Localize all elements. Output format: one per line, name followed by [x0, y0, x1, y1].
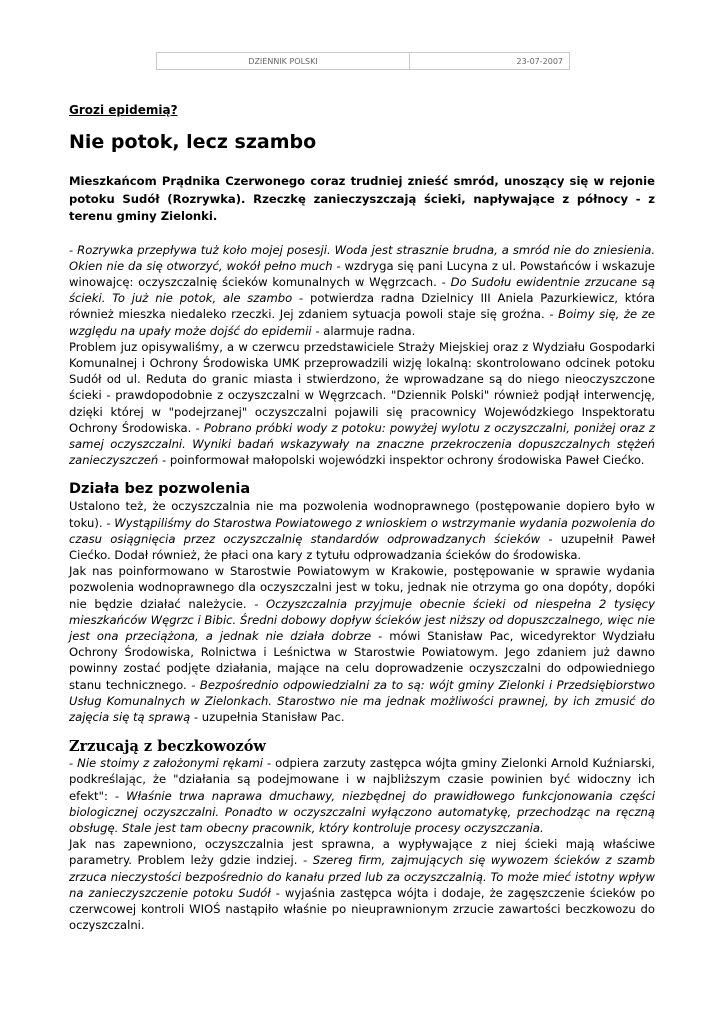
paragraph [69, 836, 655, 933]
body-text: - uzupełnia Stanisław Pac. [190, 709, 345, 724]
article-title: Nie potok, lecz szambo [69, 131, 317, 153]
body-text: Ustalono też, że oczyszczalnia nie ma pozwolenia wodnoprawnego (postępowanie dopiero było w toku). [69, 499, 655, 530]
body-text: - wyjaśnia zastępca wójta i dodaje, że zagęszczenie ścieków po czerwcowej kontroli WIOŚ nastąpiło właśnie po nieuprawnionym zrzucie zawartości beczkowozu do oczyszczalni. [69, 885, 655, 933]
paragraph [69, 498, 655, 563]
article-kicker[interactable]: Grozi epidemią? [69, 103, 178, 117]
quote-text: - Oczyszczalnia przyjmuje obecnie ścieki od niespełna 2 tysięcy mieszkańców Węgrzc i Bibic. Średni dobowy dopływ ścieków jest niższy od dopuszczalnego, więc nie jest ona przeciążona, a jednak nie działa dobrze [69, 596, 655, 643]
body-text: - potwierdza radna Dzielnicy III Aniela Pazurkiewicz, która również mieszka niedaleko rzeczki. Jej zdaniem sytuacja powoli staje się groźna. [69, 291, 655, 322]
quote-text: - Wystąpiliśmy do Starostwa Powiatowego z wnioskiem o wstrzymanie wydania pozwolenia do czasu osiągnięcia przez oczyszczalnię standardów odprowadzanych ścieków [69, 515, 655, 546]
paragraph [69, 339, 655, 469]
article [69, 102, 655, 933]
section-heading: Działa bez pozwolenia [69, 481, 251, 498]
quote-text: - Nie stoimy z założonymi rękami [69, 756, 263, 771]
article-lead: Mieszkańcom Prądnika Czerwonego coraz trudniej znieść smród, unoszący się w rejonie potoku Sudół (Rozrywka). Rzeczkę zanieczyszczają ścieki, napływające z północy - z terenu gminy Zielonki. [69, 174, 655, 223]
quote-text: - Bezpośrednio odpowiedzialni za to są: wójt gminy Zielonki i Przedsiębiorstwo Usług Komunalnych w Zielonkach. Starostwo nie ma jednak możliwości prawnej, by ich zmusić do zajęcia się tą sprawą [69, 677, 655, 724]
body-text: Jak nas poinformowano w Starostwie Powiatowym w Krakowie, postępowanie w sprawie wydania pozwolenia wodnoprawnego dla oczyszczalni jest w toku, jednak nie otrzyma go ona dopóty, dopóki nie będzie działać należycie. [69, 564, 655, 611]
body-text: - uzupełnił Paweł Ciećko. Dodał również, że płaci ona kary z tytułu odprowadzania ścieków do środowiska. [69, 531, 655, 562]
publication-date: 23-07-2007 [516, 56, 563, 66]
header-table [156, 52, 570, 70]
body-text: - poinformował małopolski wojewódzki inspektor ochrony środowiska Paweł Ciećko. [158, 453, 645, 468]
paragraph [69, 242, 655, 339]
quote-text: - Szereg firm, zajmujących się wywozem ścieków z szamb zrzuca nieczystości bezpośrednio do kanału przed lub za oczyszczalnią. To może mieć istotny wpływ na zanieczyszczenie potoku Sudół [69, 853, 655, 900]
paragraph [69, 563, 655, 725]
body-text: Problem juz opisywaliśmy, a w czerwcu przedstawiciele Straży Miejskiej oraz z Wydziału Gospodarki Komunalnej i Ochrony Środowiska UMK przeprowadzili wizję lokalną: skontrolowano odcinek potoku Sudół od ul. Reduta do granic miasta i stwierdzono, że wprowadzane są do niego nieoczyszczone ścieki - prawdopodobnie z oczyszczalni w Węgrzcach. "Dziennik Polski" również podjął interwencję, dzięki której w "podejrzanej" oczyszczalni pojawili się pracownicy Wojewódzkiego Inspektoratu Ochrony Środowiska. [69, 339, 655, 435]
body-text: - odpiera zarzuty zastępca wójta gminy Zielonki Arnold Kuźniarski, podkreślając, że "działania są podejmowane i w najbliższym czasie powinien być widoczny ich efekt": [69, 756, 655, 803]
quote-text: - Do Sudołu ewidentnie zrzucane są ścieki. To już nie potok, ale szambo [69, 274, 655, 306]
body-text: - mówi Stanisław Pac, wicedyrektor Wydziału Ochrony Środowiska, Rolnictwa i Leśnictwa w Starostwie Powiatowym. Jego zdaniem już dawno powinny zostać podjęte działania, mające na celu doprowadzenie oczyszczalni do odpowiedniego stanu technicznego. [69, 628, 655, 692]
body-text: - alarmuje radna. [311, 323, 416, 338]
quote-text: - Właśnie trwa naprawa dmuchawy, niezbędnej do prawidłowego funkcjonowania części biologicznej oczyszczalni. Ponadto w oczyszczalni wyłączono automatykę, przechodząc na ręczną obsługę. Stale jest tam obecny pracownik, który kontroluje procesy oczyszczania. [69, 788, 655, 835]
quote-text: - Boimy się, że ze względu na upały może dojść do epidemii [69, 307, 655, 338]
paragraph [69, 755, 655, 836]
section-heading: Zrzucają z beczkowozów [69, 738, 266, 756]
publication-name: DZIENNIK POLSKI [157, 53, 410, 69]
body-text: - wzdryga się pani Lucyna z ul. Powstańców i wskazuje winowajcę: oczyszczalnię ścieków komunalnych w Węgrzcach. [69, 258, 655, 289]
body-text: Jak nas zapewniono, oczyszczalnia jest sprawna, a wypływające z niej ścieki mają właściwe parametry. Problem leży gdzie indziej. [69, 837, 655, 868]
quote-text: - Rozrywka przepływa tuż koło mojej posesji. Woda jest strasznie brudna, a smród nie do zniesienia. Okien nie da się otworzyć, wokół pełno much [69, 242, 655, 273]
quote-text: - Pobrano próbki wody z potoku: powyżej wylotu z oczyszczalni, poniżej oraz z samej oczyszczalni. Wyniki badań wskazywały na znaczne przekroczenia dopuszczalnych stężeń zanieczyszczeń [69, 420, 655, 468]
